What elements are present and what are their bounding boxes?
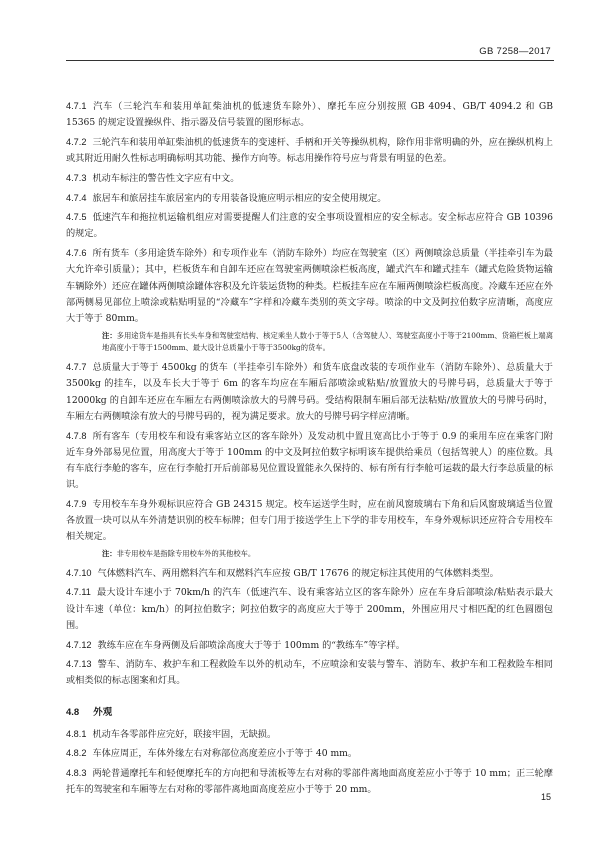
clause-4-7-13: 4.7.13 警车、消防车、救护车和工程救险车以外的机动车，不应喷涂和安装与警车、消防车、救护车和工程救险车相同或相类似的标志图案和灯具。 [66, 659, 553, 687]
note-multipurpose-truck: 注：多用途货车是指具有长头车身和驾驶室结构、核定乘坐人数小于等于5人（含驾驶人）、驾驶室高度小于等于2100mm、货箱栏板上端离地高度小于等于1500mm、最大设计总质量小于等于3500kg的货车。 [102, 330, 553, 353]
clause-4-7-7: 4.7.7 总质量大于等于 4500kg 的货车（半挂牵引车除外）和货车底盘改装的专项作业车（消防车除外）、总质量大于 3500kg 的挂车，以及车长大于等于 6m 的客车均应在车厢后部喷涂或粘贴/放置放大的号牌号码，总质量大于等于 12000kg 的自卸车还应在车厢左右两侧喷涂放大的号牌号码。受结构限制车厢后部无法粘贴/放置放大的号牌号码时，车厢左右两侧喷涂有放大的号牌号码的，视为满足要求。放大的号牌号码字样应清晰。 [66, 362, 553, 422]
clause-4-7-4: 4.7.4 旅居车和旅居挂车旅居室内的专用装备设施应明示相应的安全使用规定。 [66, 192, 387, 204]
section-heading-appearance: 4.8 外观 [66, 706, 113, 718]
header-rule [66, 60, 554, 61]
clause-4-7-8: 4.7.8 所有客车（专用校车和设有乘客站立区的客车除外）及发动机中置且宽高比小于等于 0.9 的乘用车应在乘客门附近车身外部易见位置，用高度大于等于 100mm 的中文及阿拉伯数字标明该车提供给乘员（包括驾驶人）的座位数。具有车底行李舱的客车，应在行李舱打开后前部易见位置设置能永久保持的、标有所有行李舱可运载的最大行李总质量的标识。 [66, 430, 553, 491]
page-number: 15 [540, 792, 551, 802]
clause-4-7-10: 4.7.10 气体燃料汽车、两用燃料汽车和双燃料汽车应按 GB/T 17676 的规定标注其使用的气体燃料类型。 [66, 567, 499, 579]
clause-4-7-6: 4.7.6 所有货车（多用途货车除外）和专项作业车（消防车除外）均应在驾驶室（区）两侧喷涂总质量（半挂牵引车为最大允许牵引质量）；其中，栏板货车和自卸车还应在驾驶室两侧喷涂栏板高度，罐式汽车和罐式挂车（罐式危险货物运输车辆除外）还应在罐体两侧喷涂罐体容积及允许装运货物的种类。栏板挂车应在车厢两侧喷涂栏板高度。冷藏车还应在外部两侧易见部位上喷涂或粘贴明显的“冷藏车”字样和冷藏车类别的英文字母。喷涂的中文及阿拉伯数字应清晰，高度应大于等于 80mm。 [66, 248, 553, 324]
document-body [66, 98, 553, 801]
clause-4-8-2: 4.8.2 车体应周正，车体外缘左右对称部位高度差应小于等于 40 mm。 [66, 748, 358, 760]
clause-4-7-3: 4.7.3 机动车标注的警告性文字应有中文。 [66, 172, 240, 184]
clause-4-7-5: 4.7.5 低速汽车和拖拉机运输机组应对需要提醒人们注意的安全事项设置相应的安全标志。安全标志应符合 GB 10396 的规定。 [66, 212, 553, 240]
clause-4-8-3: 4.8.3 两轮普通摩托车和轻便摩托车的方向把和导流板等左右对称的零部件离地面高度差应小于等于 10 mm；正三轮摩托车的驾驶室和车厢等左右对称的零部件离地面高度差应小于等于 20 mm。 [66, 768, 553, 796]
clause-4-8-1: 4.8.1 机动车各零部件应完好，联接牢固，无缺损。 [66, 728, 277, 740]
clause-4-7-12: 4.7.12 教练车应在车身两侧及后部喷涂高度大于等于 100mm 的“教练车”等字样。 [66, 639, 405, 651]
clause-4-7-1: 4.7.1 汽车（三轮汽车和装用单缸柴油机的低速货车除外）、摩托车应分别按照 GB 4094、GB/T 4094.2 和 GB 15365 的规定设置操纵件、指示器及信号装置的图形标志。 [66, 101, 553, 129]
clause-4-7-9: 4.7.9 专用校车车身外观标识应符合 GB 24315 规定。校车运送学生时，应在前风窗玻璃右下角和后风窗玻璃适当位置各放置一块可以从车外清楚识别的校车标牌；但专门用于接送学生上下学的非专用校车，车身外观标识还应符合专用校车相关规定。 [66, 498, 553, 543]
note-non-dedicated-school-bus: 注：非专用校车是指除专用校车外的其他校车。 [102, 548, 256, 558]
clause-4-7-2: 4.7.2 三轮汽车和装用单缸柴油机的低速货车的变速杆、手柄和开关等操纵机构，除作用非常明确的外，应在操纵机构上或其附近用耐久性标志明确标明其功能、操作方向等。标志用操作符号应与背景有明显的色差。 [66, 136, 553, 165]
clause-4-7-11: 4.7.11 最大设计车速小于 70km/h 的汽车（低速汽车、设有乘客站立区的客车除外）应在车身后部喷涂/粘贴表示最大设计车速（单位：km/h）的阿拉伯数字；阿拉伯数字的高度应大于等于 200mm，外围应用尺寸相匹配的红色圆圈包围。 [66, 587, 553, 631]
standard-number: GB 7258—2017 [479, 46, 551, 57]
